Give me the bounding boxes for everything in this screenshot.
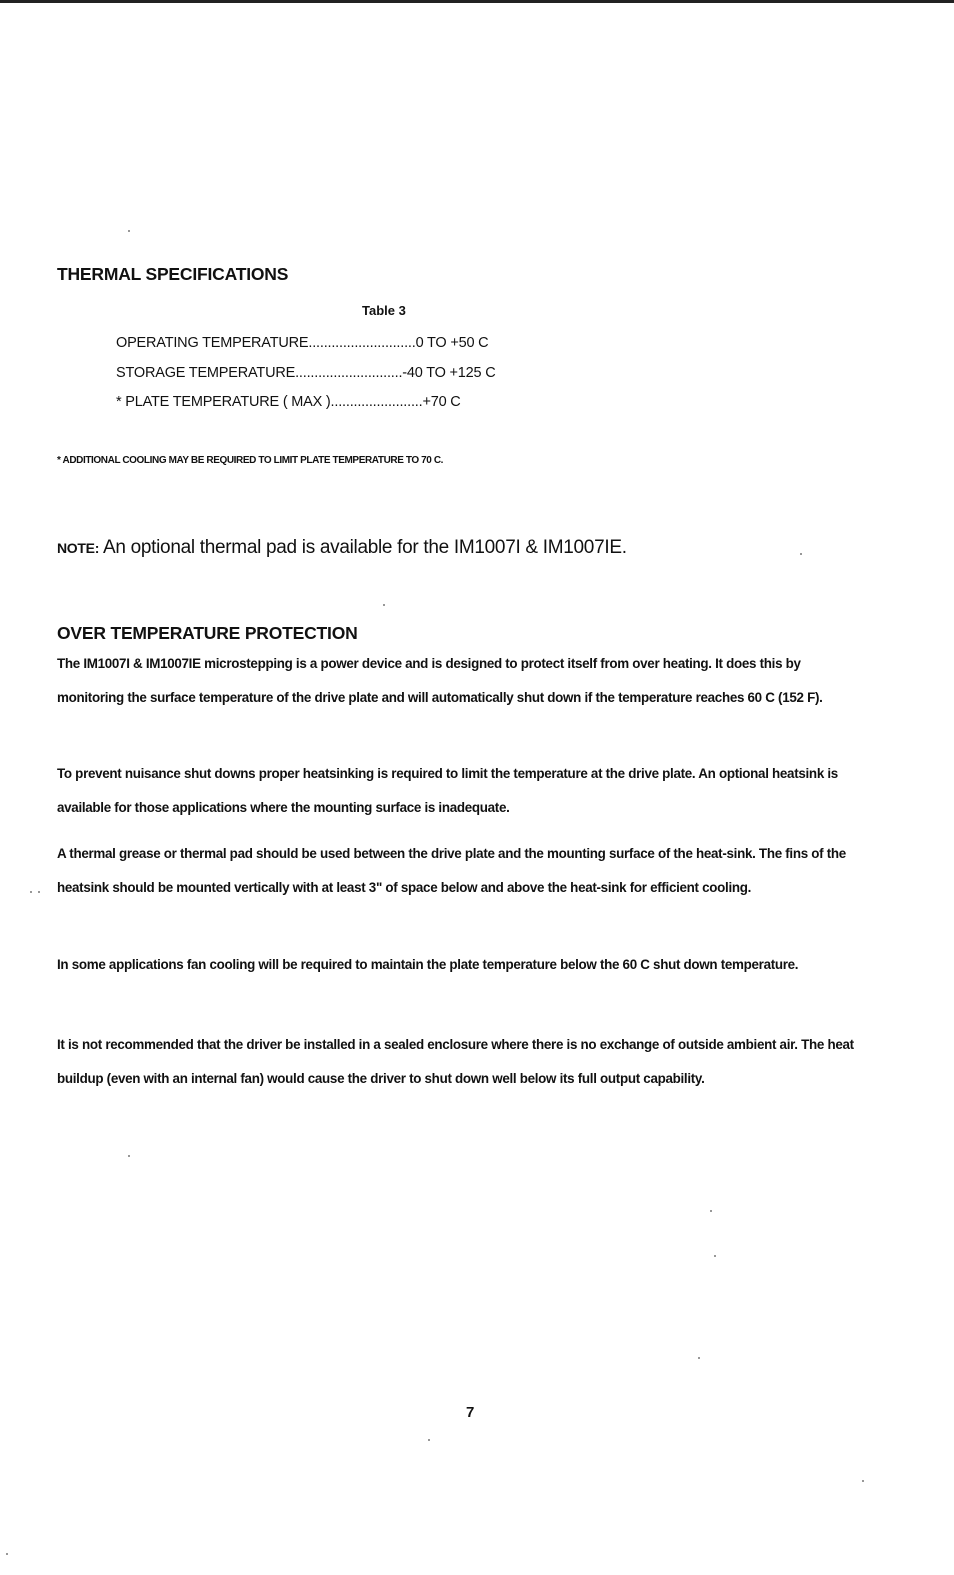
note-label: NOTE: [57,540,100,556]
thermal-specifications-heading: THERMAL SPECIFICATIONS [57,264,289,284]
over-temp-paragraph-1: The IM1007I & IM1007IE microstepping is a power device and is designed to protect itself from over heating. It does this by monitoring the surface temperature of the drive plate and will automatically shut down if the temperature reaches 60 C (152 F). [57,656,823,705]
spec-value: +70 C [422,394,461,410]
over-temp-paragraph-5: It is not recommended that the driver be installed in a sealed enclosure where there is no exchange of outside ambient air. The heat buildup (even with an internal fan) would cause the driver to shut down well below its full output capability. [57,1037,854,1086]
spec-label: STORAGE TEMPERATURE............................ [116,365,403,381]
note-text: An optional thermal pad is available for the IM1007I & IM1007IE. [103,537,627,558]
scan-speck [38,891,40,893]
scan-speck [710,1210,712,1212]
spec-row-operating [116,335,488,351]
table-title: Table 3 [362,303,406,318]
over-temp-paragraph-3: A thermal grease or thermal pad should be used between the drive plate and the mounting surface of the heat-sink. The fins of the heatsink should be mounted vertically with at least 3" of space below and above the heat-sink for efficient cooling. [57,846,846,895]
scan-speck [6,1553,8,1555]
spec-label: * PLATE TEMPERATURE ( MAX )........................ [116,394,423,410]
scan-speck [800,553,802,555]
thermal-footnote: * ADDITIONAL COOLING MAY BE REQUIRED TO LIMIT PLATE TEMPERATURE TO 70 C. [57,455,444,466]
spec-value: -40 TO +125 C [402,365,496,381]
scan-speck [128,1155,130,1157]
scan-speck [30,891,32,893]
scan-speck [862,1480,864,1482]
over-temp-paragraph-4: In some applications fan cooling will be required to maintain the plate temperature below the 60 C shut down temperature. [57,957,799,972]
spec-row-storage [116,365,495,381]
scan-speck [428,1439,430,1441]
spec-label: OPERATING TEMPERATURE............................ [116,335,416,351]
spec-row-plate [116,394,461,410]
scan-speck [714,1255,716,1257]
scan-speck [698,1357,700,1359]
top-border-rule [0,0,954,3]
page-number: 7 [466,1404,475,1421]
over-temperature-heading: OVER TEMPERATURE PROTECTION [57,623,358,643]
scan-speck [383,604,385,606]
note-line [57,537,627,559]
spec-value: 0 TO +50 C [415,335,489,351]
over-temp-paragraph-2: To prevent nuisance shut downs proper heatsinking is required to limit the temperature at the drive plate. An optional heatsink is available for those applications where the mounting surface is inadequate. [57,766,838,815]
scan-speck [128,230,130,232]
